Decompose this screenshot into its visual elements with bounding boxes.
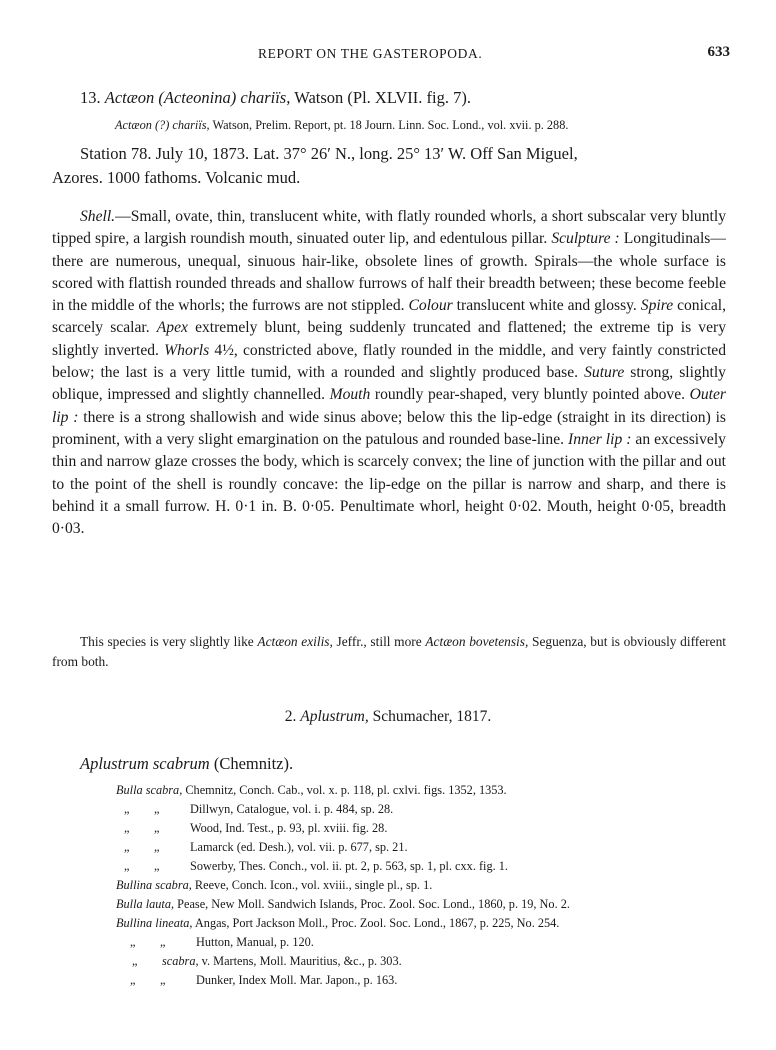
shell-description (52, 206, 726, 540)
species-plate: (Pl. XLVII. fig. 7). (347, 88, 471, 107)
genus-name: Aplustrum, (300, 708, 369, 725)
synonymy-line (116, 857, 726, 876)
label-outer-lip: Outer lip : (52, 386, 727, 426)
genus-heading (0, 708, 776, 726)
synonymy-line (116, 933, 726, 952)
synonymy-list (116, 781, 726, 990)
ditto-mark: „ (132, 954, 138, 968)
label-sculpture: Sculpture : (551, 230, 620, 248)
station-line-2: Azores. 1000 fathoms. Volcanic mud. (52, 168, 301, 187)
syn-name: Bullina lineata, (116, 916, 193, 930)
syn-text: Chemnitz, Conch. Cab., vol. x. p. 118, pl. cxlvi. figs. 1352, 1353. (185, 783, 507, 797)
ditto-mark: „ (160, 973, 166, 987)
syn-text: Wood, Ind. Test., p. 93, pl. xviii. fig. 28. (190, 821, 388, 835)
species-subgenus: (Acteonina) (158, 88, 237, 107)
syn-text: Dillwyn, Catalogue, vol. i. p. 484, sp. 28. (190, 802, 394, 816)
synonymy-line (116, 838, 726, 857)
ditto-mark: „ (124, 802, 130, 816)
syn-text: Dunker, Index Moll. Mar. Japon., p. 163. (196, 973, 398, 987)
species-epithet: chariïs, (240, 88, 291, 107)
remark (52, 632, 726, 672)
remark-species-2: Actæon bovetensis, (425, 634, 529, 649)
syn-text: v. Martens, Moll. Mauritius, &c., p. 303. (201, 954, 402, 968)
species-2-name: Aplustrum scabrum (80, 754, 210, 773)
synonymy-line (116, 971, 726, 990)
genus-number: 2. (284, 708, 297, 725)
station-record (52, 142, 728, 190)
label-spire: Spire (640, 297, 674, 315)
species-2-author: (Chemnitz). (213, 754, 294, 773)
label-whorls: Whorls (164, 341, 210, 359)
ditto-mark: „ (160, 935, 166, 949)
text-sculpture: Longitudinals—there are numerous, unequal, sinuous hair-like, obsolete lines of growth. Spirals—the whole surface is scored with flattish rounded threads and shallow furrows of half their breadth between; these become feeble in the middle of the whorls; the furrows are not stippled. (52, 230, 726, 315)
text-suture: strong, slightly oblique, impressed and slightly channelled. (52, 364, 726, 404)
citation-name: Actæon (?) chariïs, (115, 118, 210, 132)
synonymy-line (116, 914, 726, 933)
species-2-heading (80, 754, 293, 774)
syn-text: Hutton, Manual, p. 120. (196, 935, 314, 949)
ditto-mark: „ (124, 840, 130, 854)
syn-name: Bulla scabra, (116, 783, 183, 797)
syn-name: Bulla lauta, (116, 897, 175, 911)
label-shell: Shell. (80, 208, 116, 225)
syn-name: Bullina scabra, (116, 878, 192, 892)
page-number: 633 (707, 44, 730, 60)
ditto-mark: „ (154, 840, 160, 854)
species-number: 13. (80, 88, 101, 107)
remark-text-2: Jeffr., still more (336, 634, 422, 649)
citation (115, 118, 568, 133)
syn-text: Reeve, Conch. Icon., vol. xviii., single pl., sp. 1. (194, 878, 433, 892)
synonymy-line (116, 781, 726, 800)
text-mouth: roundly pear-shaped, very bluntly pointed above. (374, 386, 686, 404)
citation-text: Watson, Prelim. Report, pt. 18 Journ. Linn. Soc. Lond., vol. xvii. p. 288. (212, 118, 569, 132)
ditto-mark: „ (154, 802, 160, 816)
ditto-mark: „ (124, 859, 130, 873)
label-apex: Apex (156, 319, 188, 337)
text-outer-lip: there is a strong shallowish and wide sinus above; below this the lip-edge (straight in its direction) is prominent, with a very slight emargination on the patulous and rounded base-line. (52, 408, 726, 448)
synonymy-line (116, 895, 726, 914)
syn-name: scabra, (162, 954, 199, 968)
label-inner-lip: Inner lip : (568, 430, 632, 448)
species-author: Watson (294, 88, 344, 107)
text-inner-lip: an excessively thin and narrow glaze crosses the body, which is scarcely convex; the line of junction with the pillar and out to the point of the shell is roundly concave: the lip-edge on the pillar is narrow and sharp, and there is behind it a small furrow. H. 0·1 in. B. 0·05. Penultimate whorl, height 0·02. Mouth, height 0·05, breadth 0·03. (52, 430, 726, 538)
ditto-mark: „ (130, 973, 136, 987)
ditto-mark: „ (154, 821, 160, 835)
synonymy-line (116, 876, 726, 895)
running-head: REPORT ON THE GASTEROPODA. (258, 46, 483, 61)
text-spire: conical, scarcely scalar. (52, 297, 726, 337)
ditto-mark: „ (154, 859, 160, 873)
text-apex: extremely blunt, being suddenly truncated and flattened; the extreme tip is very slightly inverted. (52, 319, 726, 359)
synonymy-line (116, 800, 726, 819)
ditto-mark: „ (124, 821, 130, 835)
station-line-1: Station 78. July 10, 1873. Lat. 37° 26′ N., long. 25° 13′ W. Off San Miguel, (80, 144, 578, 163)
synonymy-line (116, 952, 726, 971)
syn-text: Angas, Port Jackson Moll., Proc. Zool. Soc. Lond., 1867, p. 225, No. 254. (194, 916, 560, 930)
ditto-mark: „ (130, 935, 136, 949)
remark-species-1: Actæon exilis, (257, 634, 333, 649)
syn-text: Pease, New Moll. Sandwich Islands, Proc. Zool. Soc. Lond., 1860, p. 19, No. 2. (177, 897, 570, 911)
text-shell: —Small, ovate, thin, translucent white, with flatly rounded whorls, a short subscalar very bluntly tipped spire, a largish roundish mouth, sinuated outer lip, and edentulous pillar. (52, 208, 726, 248)
label-suture: Suture (584, 364, 625, 382)
genus-author: Schumacher, 1817. (372, 708, 492, 725)
text-whorls: 4½, constricted above, flatly rounded in the middle, and very faintly constricted below; the last is a very little tumid, with a rounded and slightly produced base. (52, 341, 727, 382)
text-colour: translucent white and glossy. (456, 297, 637, 315)
label-mouth: Mouth (329, 386, 371, 404)
species-heading (80, 88, 471, 108)
species-genus: Actæon (104, 88, 155, 107)
syn-text: Lamarck (ed. Desh.), vol. vii. p. 677, sp. 21. (190, 840, 408, 854)
remark-text-1: This species is very slightly like (80, 634, 254, 649)
syn-text: Sowerby, Thes. Conch., vol. ii. pt. 2, p. 563, sp. 1, pl. cxx. fig. 1. (190, 859, 508, 873)
remark-text-3: Seguenza, but is obviously different from both. (52, 634, 727, 669)
label-colour: Colour (408, 297, 453, 315)
synonymy-line (116, 819, 726, 838)
